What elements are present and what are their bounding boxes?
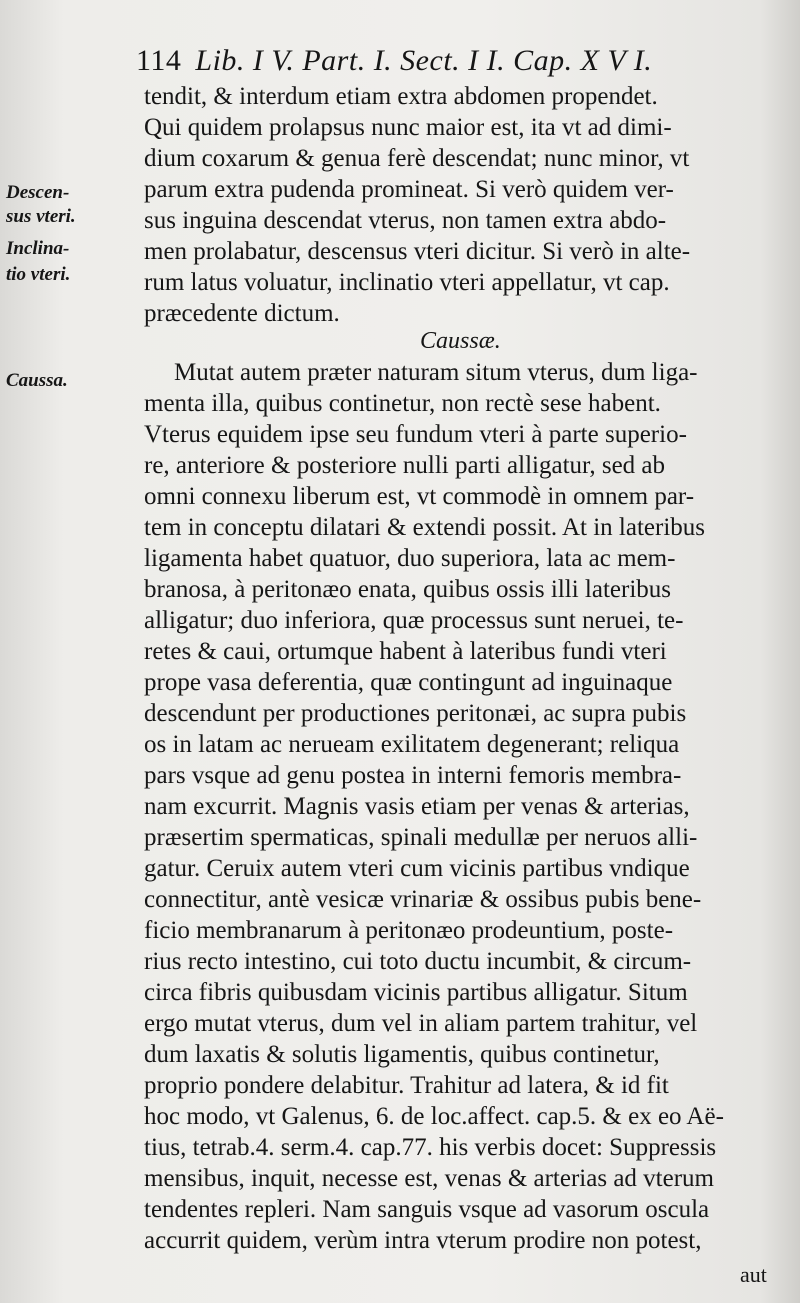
text-line: Mutat autem præter naturam situm vterus, dum liga- — [174, 359, 698, 386]
margin-note: Descen- — [6, 182, 70, 203]
text-line: tem in conceptu dilatari & extendi possit. At in lateribus — [144, 514, 705, 541]
text-line: præcedente dictum. — [144, 300, 340, 327]
page-number: 114 — [136, 44, 182, 77]
text-line: ficio membranarum à peritonæo prodeuntium, poste- — [144, 917, 674, 944]
text-line: tendentes repleri. Nam sanguis vsque ad vasorum oscula — [144, 1196, 710, 1223]
text-line: dium coxarum & genua ferè descendat; nunc minor, vt — [144, 145, 690, 172]
running-head-title: Lib. I V. Part. I. Sect. I I. Cap. X V I. — [195, 44, 653, 77]
text-line: menta illa, quibus continetur, non rectè sese habent. — [144, 390, 661, 417]
text-line: nam excurrit. Magnis vasis etiam per venas & arterias, — [144, 793, 690, 820]
text-line: ergo mutat vterus, dum vel in aliam partem trahitur, vel — [144, 1010, 698, 1037]
text-line: men prolabatur, descensus vteri dicitur. Si verò in alte- — [144, 238, 691, 265]
text-line: præsertim spermaticas, spinali medullæ per neruos alli- — [144, 824, 698, 851]
text-line: os in latam ac nerueam exilitatem degenerant; reliqua — [144, 731, 680, 758]
section-heading: Caussæ. — [420, 328, 501, 354]
text-line: re, anteriore & posteriore nulli parti alligatur, sed ab — [144, 452, 666, 479]
text-line: Vterus equidem ipse seu fundum vteri à parte superio- — [144, 421, 687, 448]
margin-note: sus vteri. — [6, 206, 76, 227]
text-line: descendunt per productiones peritonæi, ac supra pubis — [144, 700, 687, 727]
text-line: proprio pondere delabitur. Trahitur ad latera, & id fit — [144, 1072, 669, 1099]
running-header — [136, 44, 736, 78]
text-line: tius, tetrab.4. serm.4. cap.77. his verbis docet: Suppressis — [144, 1134, 717, 1161]
margin-note: tio vteri. — [6, 264, 71, 285]
text-line: rum latus voluatur, inclinatio vteri appellatur, vt cap. — [144, 269, 670, 296]
text-line: circa fibris quibusdam vicinis partibus alligatur. Situm — [144, 979, 688, 1006]
margin-note: Caussa. — [6, 370, 68, 391]
catchword: aut — [740, 1262, 767, 1287]
text-line: Qui quidem prolapsus nunc maior est, ita vt ad dimi- — [144, 114, 672, 141]
text-line: tendit, & interdum etiam extra abdomen propendet. — [144, 83, 658, 110]
text-line: omni connexu liberum est, vt commodè in omnem par- — [144, 483, 695, 510]
text-line: hoc modo, vt Galenus, 6. de loc.affect. cap.5. & ex eo Aë- — [144, 1103, 724, 1130]
text-line: accurrit quidem, verùm intra vterum prodire non potest, — [144, 1227, 702, 1254]
text-line: retes & caui, ortumque habent à lateribus fundi vteri — [144, 638, 667, 665]
text-line: branosa, à peritonæo enata, quibus ossis illi lateribus — [144, 576, 671, 603]
text-line: mensibus, inquit, necesse est, venas & arterias ad vterum — [144, 1165, 714, 1192]
text-line: connectitur, antè vesicæ vrinariæ & ossibus pubis bene- — [144, 886, 702, 913]
text-line: ligamenta habet quatuor, duo superiora, lata ac mem- — [144, 545, 676, 572]
text-line: prope vasa deferentia, quæ contingunt ad inguinaque — [144, 669, 673, 696]
text-line: rius recto intestino, cui toto ductu incumbit, & circum- — [144, 948, 692, 975]
text-line: dum laxatis & solutis ligamentis, quibus continetur, — [144, 1041, 660, 1068]
text-line: gatur. Ceruix autem vteri cum vicinis partibus vndique — [144, 855, 690, 882]
text-line: parum extra pudenda promineat. Si verò quidem ver- — [144, 176, 674, 203]
text-line: pars vsque ad genu postea in interni femoris membra- — [144, 762, 682, 789]
text-line: alligatur; duo inferiora, quæ processus sunt neruei, te- — [144, 607, 684, 634]
text-line: sus inguina descendat vterus, non tamen extra abdo- — [144, 207, 667, 234]
margin-note: Inclina- — [6, 238, 70, 259]
